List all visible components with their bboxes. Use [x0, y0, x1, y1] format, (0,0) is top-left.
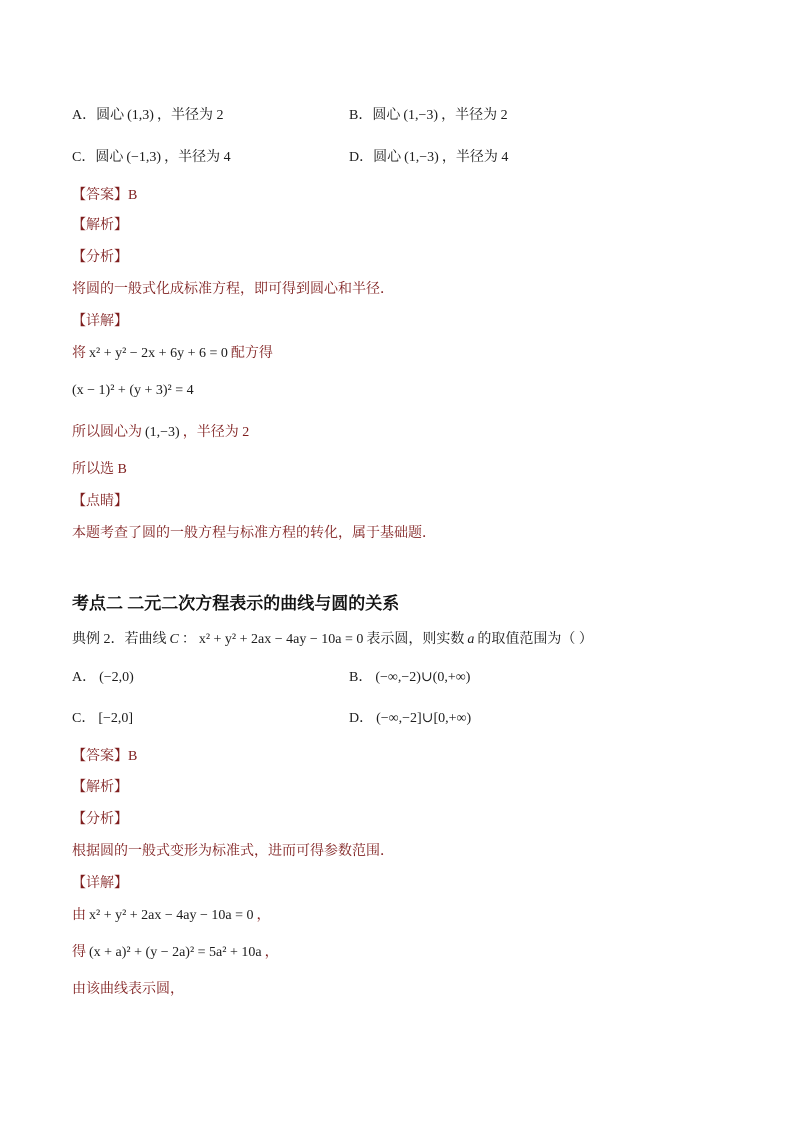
step-suffix: ，	[264, 945, 279, 960]
option-suffix: ，半径为 4	[164, 150, 231, 165]
problem-var-c: C	[169, 632, 179, 647]
q1-option-c	[72, 148, 231, 168]
q2-fenxi-text: 根据圆的一般式变形为标准式，进而可得参数范围．	[72, 844, 394, 859]
q1-fenxi-text: 将圆的一般式化成标准方程，即可得到圆心和半径．	[72, 282, 394, 297]
option-prefix: 圆心	[372, 108, 401, 123]
option-suffix: ，半径为 2	[156, 108, 224, 123]
step-prefix: 所以圆心为	[72, 425, 142, 440]
answer-value: B	[128, 749, 138, 764]
option-math: (−2,0)	[99, 670, 134, 685]
option-label: D．	[349, 150, 374, 165]
q1-step-3	[72, 423, 249, 443]
option-label: D．	[349, 711, 374, 726]
q1-step-1	[72, 344, 273, 364]
option-label: A．	[72, 108, 97, 123]
step-suffix: ，半径为 2	[182, 425, 250, 440]
step-math: (x − 1)² + (y + 3)² = 4	[72, 383, 194, 398]
q2-option-a	[72, 668, 137, 688]
q1-step-2	[72, 381, 197, 401]
q2-detail-label: 【详解】	[72, 876, 128, 891]
q2-option-c	[72, 709, 136, 729]
step-prefix: 将	[72, 346, 86, 361]
option-label: C．	[72, 711, 96, 726]
q2-step-1	[72, 906, 271, 926]
q1-remark-text: 本题考查了圆的一般方程与标准方程的转化，属于基础题．	[72, 526, 436, 541]
answer-label: 【答案】	[72, 188, 128, 203]
problem-mid: 表示圆，则实数	[366, 632, 465, 647]
q1-option-a	[72, 106, 223, 126]
q1-answer	[72, 186, 137, 206]
answer-label: 【答案】	[72, 749, 128, 764]
option-label: B．	[349, 670, 373, 685]
option-label: A．	[72, 670, 97, 685]
section-title: 考点二 二元二次方程表示的曲线与圆的关系	[72, 594, 400, 613]
q1-option-b	[349, 106, 508, 126]
option-label: C．	[72, 150, 96, 165]
q1-step-4: 所以选 B	[72, 462, 127, 477]
option-suffix: ，半径为 4	[441, 150, 509, 165]
problem-colon: ：	[181, 632, 196, 647]
problem-math: x² + y² + 2ax − 4ay − 10a = 0	[198, 632, 364, 647]
problem-prefix: 典例 2．若曲线	[72, 632, 167, 647]
option-prefix: 圆心	[373, 150, 402, 165]
q2-fenxi-label: 【分析】	[72, 812, 128, 827]
step-prefix: 得	[72, 945, 86, 960]
problem-suffix: 的取值范围为（ ）	[477, 632, 593, 647]
q2-answer	[72, 747, 137, 767]
step-math: (1,−3)	[145, 425, 180, 440]
step-suffix: ，	[256, 908, 271, 923]
option-math: (−∞,−2]∪[0,+∞)	[376, 711, 472, 726]
q1-option-d	[349, 148, 508, 168]
step-prefix: 由	[72, 908, 86, 923]
option-math: (1,−3)	[403, 108, 439, 123]
option-suffix: ，半径为 2	[441, 108, 508, 123]
step-suffix: 配方得	[230, 346, 273, 361]
q1-remark-label: 【点睛】	[72, 494, 128, 509]
option-prefix: 圆心	[95, 150, 124, 165]
option-math: (1,3)	[127, 108, 154, 123]
q2-step-2	[72, 943, 279, 963]
q2-step-3: 由该曲线表示圆，	[72, 982, 184, 997]
option-prefix: 圆心	[96, 108, 125, 123]
q2-analysis-label: 【解析】	[72, 780, 128, 795]
answer-value: B	[128, 188, 138, 203]
option-math: (−∞,−2)∪(0,+∞)	[375, 670, 471, 685]
step-math: (x + a)² + (y − 2a)² = 5a² + 10a	[89, 945, 262, 960]
q1-fenxi-label: 【分析】	[72, 250, 128, 265]
step-math: x² + y² + 2ax − 4ay − 10a = 0	[89, 908, 254, 923]
step-math: x² + y² − 2x + 6y + 6 = 0	[89, 346, 228, 361]
option-math: (1,−3)	[404, 150, 439, 165]
option-math: (−1,3)	[126, 150, 162, 165]
q2-option-b	[349, 668, 473, 688]
problem-var-a: a	[467, 632, 475, 647]
option-math: [−2,0]	[98, 711, 134, 726]
option-label: B．	[349, 108, 373, 123]
q1-detail-label: 【详解】	[72, 314, 128, 329]
q1-analysis-label: 【解析】	[72, 218, 128, 233]
q2-problem	[72, 630, 593, 650]
q2-option-d	[349, 709, 474, 729]
